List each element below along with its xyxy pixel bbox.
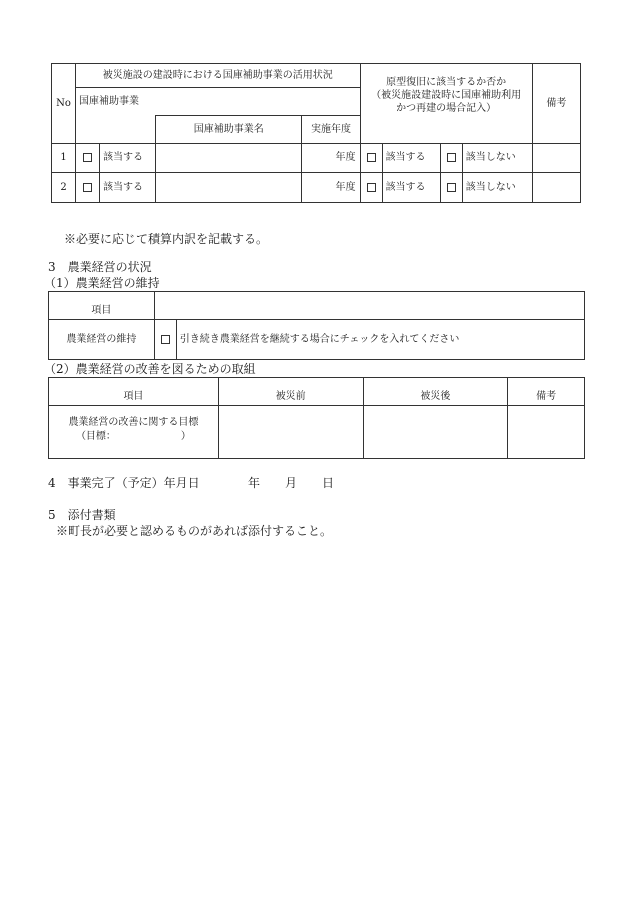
improvement-table [48,377,585,459]
before-cell[interactable] [218,406,363,459]
subsidy-checkbox[interactable] [76,173,100,203]
after-cell[interactable] [363,406,508,459]
restore-header: 原型復旧に該当するか否か （被災施設建設時に国庫補助利用 かつ再建の場合記入） [360,64,532,144]
section3-sub1: （1）農業経営の維持 [44,276,160,290]
item-header: 項目 [49,292,155,320]
before-header: 被災前 [218,378,363,406]
goal-label: 農業経営の改善に関する目標 [68,417,199,428]
maintain-label: 農業経営の維持 [49,320,155,360]
section4-year: 年 [248,476,261,490]
year-header: 実施年度 [302,116,360,144]
section4-day: 日 [322,476,335,490]
calc-note: ※必要に応じて積算内訳を記載する。 [64,232,269,246]
subsidy-name-header: 国庫補助事業名 [156,116,302,144]
section5-title: 5 添付書類 [48,508,116,522]
maintain-checkbox[interactable] [154,320,176,360]
no-header: No [52,64,76,144]
section3-sub2: （2）農業経営の改善を図るための取組 [44,362,256,376]
section4-month: 月 [285,476,298,490]
improve-remarks-cell[interactable] [508,406,585,459]
section4-title: 4 事業完了（予定）年月日 [48,476,200,490]
remarks-header: 備考 [532,64,580,144]
section5-note: ※町長が必要と認めるものがあれば添付すること。 [56,524,333,538]
subsidy-status-table [51,63,581,203]
restore-no-checkbox[interactable] [440,144,462,173]
subsidy-name-cell[interactable] [156,144,302,173]
remarks-cell[interactable] [532,173,580,203]
remarks-cell[interactable] [532,144,580,173]
restore-yes-checkbox[interactable] [360,173,382,203]
improve-remarks-header: 備考 [508,378,585,406]
table-row: 2 該当する 年度 該当する 該当しない [52,173,581,203]
goal-cell [49,406,219,459]
subsidy-name-cell[interactable] [156,173,302,203]
restore-no-checkbox[interactable] [440,173,462,203]
goal-sub: （目標： ） [75,431,191,442]
subsidy-group-header: 被災施設の建設時における国庫補助事業の活用状況 [76,64,361,88]
restore-yes-checkbox[interactable] [360,144,382,173]
after-header: 被災後 [363,378,508,406]
maintain-text: 引き続き農業経営を継続する場合にチェックを入れてください [176,320,584,360]
improve-item-header: 項目 [49,378,219,406]
subsidy-label: 国庫補助事業 [76,88,361,116]
farm-maintain-table [48,291,585,360]
section3-title: 3 農業経営の状況 [48,260,152,274]
subsidy-checkbox[interactable] [76,144,100,173]
table-row: 1 該当する 年度 該当する 該当しない [52,144,581,173]
